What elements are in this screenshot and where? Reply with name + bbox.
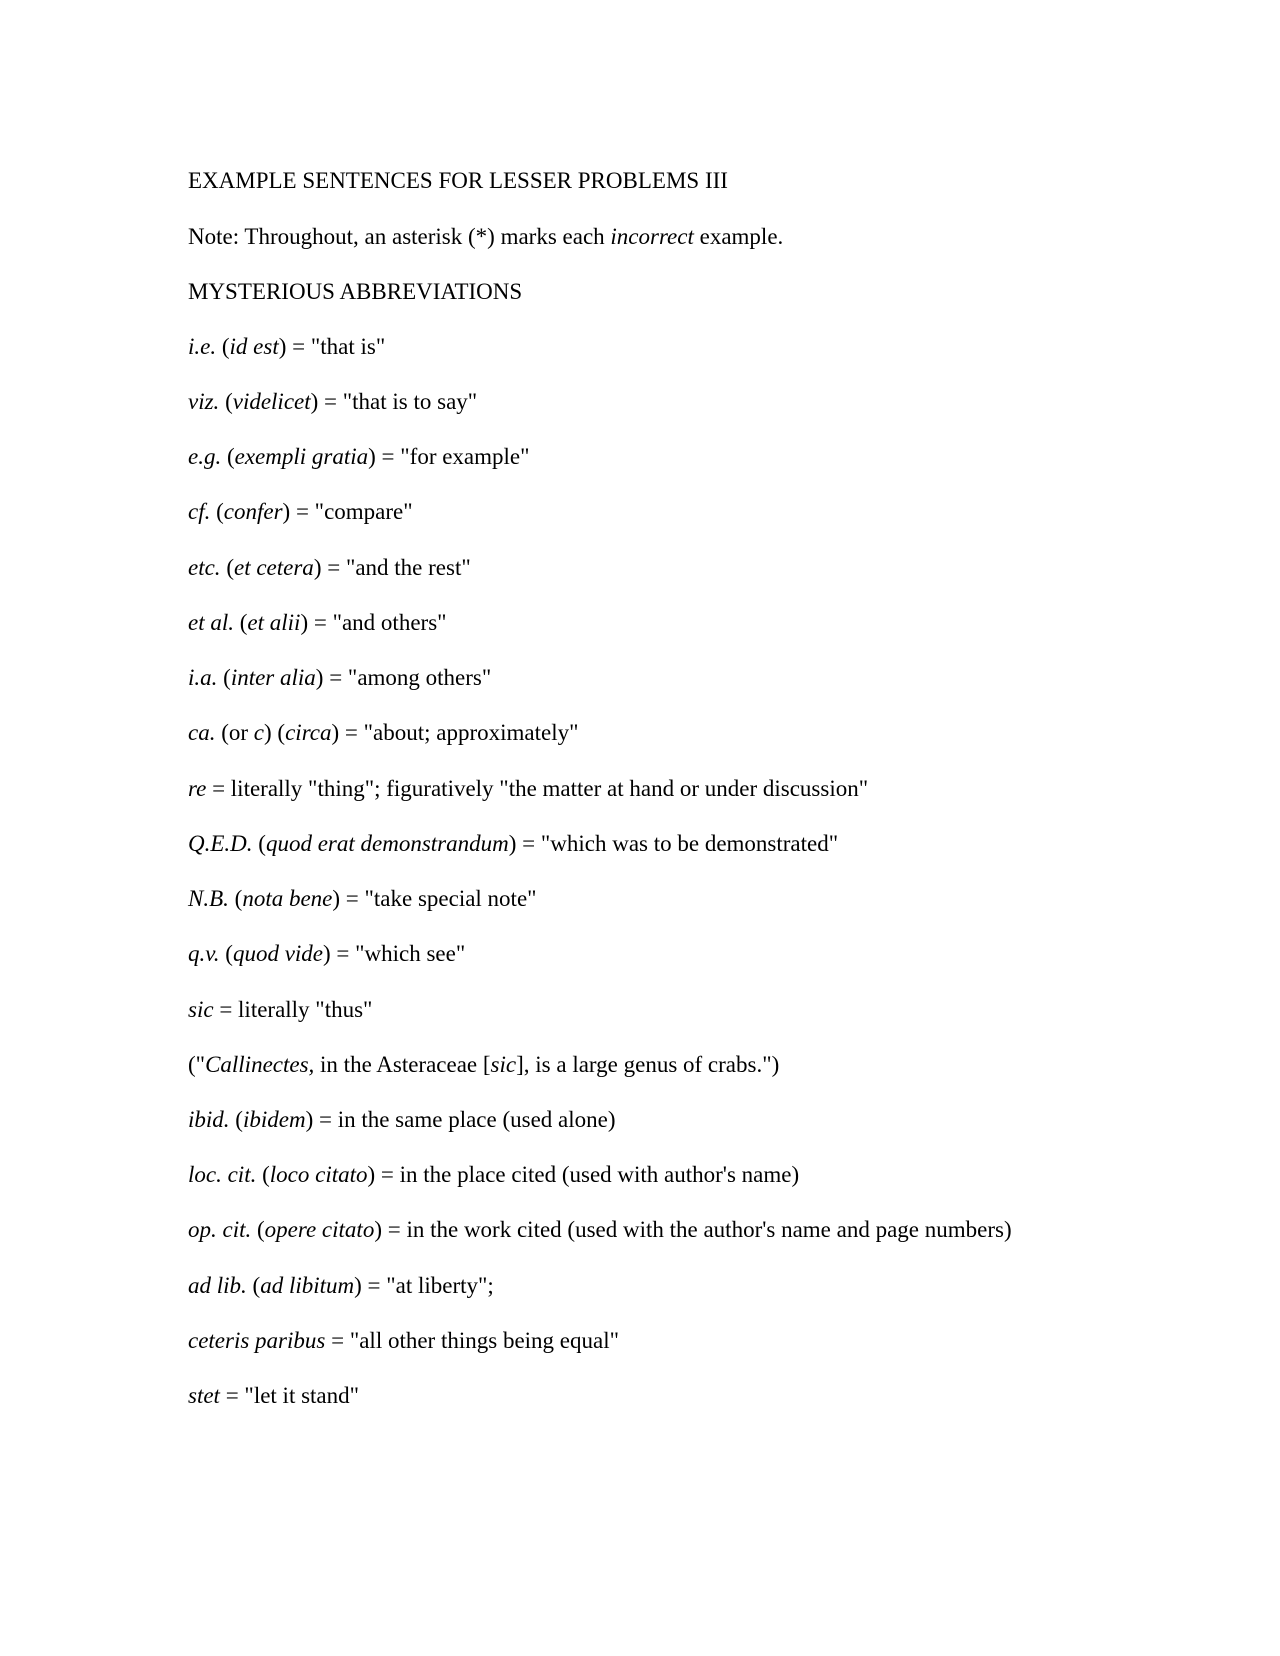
entry-ie [188,332,385,362]
entry-text: ( [219,389,233,414]
document-title: EXAMPLE SENTENCES FOR LESSER PROBLEMS III [188,168,728,193]
entry-latin: quod erat demonstrandum [265,831,509,856]
entry-gloss: ) = "that is to say" [310,389,478,414]
entry-abbr: ca. [188,720,216,745]
entry-stet [188,1381,359,1411]
entry-abbr: N.B. [188,886,229,911]
entry-abbr: sic [188,997,214,1022]
entry-abbr: Callinectes, [205,1052,315,1077]
entry-abbr: i.e. [188,334,217,359]
entry-text: ( [234,610,248,635]
entry-qed [188,829,838,859]
entry-gloss: ) = "take special note" [332,886,537,911]
entry-gloss: ) = "about; approximately" [331,720,579,745]
note-suffix: example. [693,224,784,249]
entry-text: ( [217,665,231,690]
entry-gloss: ], is a large genus of crabs.") [516,1052,780,1077]
entry-viz [188,387,477,417]
entry-latin: loco citato [269,1162,368,1187]
entry-ca [188,718,579,748]
entry-abbr: re [188,776,207,801]
entry-gloss: ) = in the work cited (used with the author's name and page numbers) [374,1217,1012,1242]
entry-text: ( [220,555,234,580]
entry-text: ( [246,1273,261,1298]
entry-latin: exempli gratia [234,444,369,469]
entry-gloss: ) = "and others" [300,610,447,635]
entry-abbr: ibid. [188,1107,230,1132]
entry-text: ( [229,1107,243,1132]
entry-latin: et cetera [233,555,314,580]
entry-text: ( [252,831,266,856]
entry-gloss: ) = "which see" [323,941,466,966]
entry-gloss: ) = "at liberty"; [354,1273,494,1298]
entry-cf [188,497,413,527]
entry-sic-example [188,1050,779,1080]
entry-abbr: i.a. [188,665,218,690]
entry-latin: et alii [247,610,301,635]
entry-abbr: et al. [188,610,234,635]
entry-gloss: ) = "among others" [315,665,492,690]
entry-gloss: ) = "compare" [282,499,413,524]
entry-text: ( [221,444,235,469]
entry-text: ( [251,1217,265,1242]
entry-gloss: ) = "for example" [368,444,530,469]
entry-gloss: ) = "and the rest" [313,555,471,580]
entry-latin: quod vide [232,941,323,966]
note-emphasis: incorrect [610,224,694,249]
entry-alt: c [253,720,265,745]
entry-abbr: op. cit. [188,1217,252,1242]
entry-latin: confer [223,499,283,524]
entry-abbr: ad lib. [188,1273,247,1298]
entry-abbr: ceteris paribus [188,1328,326,1353]
entry-abbr: loc. cit. [188,1162,257,1187]
entry-text: (or [215,720,254,745]
entry-ia [188,663,491,693]
entry-text: ) ( [264,720,286,745]
entry-text: ( [216,334,230,359]
entry-latin: ibidem [242,1107,306,1132]
entry-op-cit [188,1215,1012,1245]
entry-abbr: cf. [188,499,211,524]
entry-latin: nota bene [242,886,333,911]
entry-loc-cit [188,1160,799,1190]
entry-latin: videlicet [232,389,311,414]
entry-latin: opere citato [264,1217,375,1242]
entry-sic [188,995,372,1025]
entry-etc [188,553,471,583]
entry-abbr: Q.E.D. [188,831,253,856]
section-heading: MYSTERIOUS ABBREVIATIONS [188,279,523,304]
entry-abbr: etc. [188,555,221,580]
entry-text: ( [228,886,243,911]
entry-abbr: e.g. [188,444,222,469]
entry-gloss: = "all other things being equal" [325,1328,619,1353]
entry-latin: id est [229,334,279,359]
entry-gloss: ) = "which was to be demonstrated" [508,831,839,856]
entry-qv [188,939,465,969]
note-line [188,222,783,252]
entry-text: (" [188,1052,206,1077]
entry-re [188,774,868,804]
entry-text: ( [219,941,233,966]
entry-ad-lib [188,1271,494,1301]
entry-ibid [188,1105,616,1135]
entry-gloss: ) = in the place cited (used with author's name) [367,1162,800,1187]
entry-gloss: = literally "thus" [213,997,373,1022]
entry-gloss: ) = "that is" [278,334,386,359]
entry-text: ( [256,1162,270,1187]
entry-gloss: = "let it stand" [219,1383,360,1408]
entry-text: ( [210,499,224,524]
entry-gloss: = literally "thing"; figuratively "the matter at hand or under discussion" [206,776,869,801]
entry-latin: ad libitum [260,1273,355,1298]
entry-latin: sic [490,1052,517,1077]
entry-abbr: q.v. [188,941,220,966]
entry-ceteris-paribus [188,1326,619,1356]
entry-latin: inter alia [230,665,316,690]
entry-et-al [188,608,447,638]
entry-gloss: ) = in the same place (used alone) [305,1107,616,1132]
entry-latin: circa [285,720,332,745]
entry-eg [188,442,530,472]
note-prefix: Note: Throughout, an asterisk (*) marks each [188,224,611,249]
entry-text: in the Asteraceae [ [314,1052,491,1077]
entry-nb [188,884,537,914]
entry-abbr: stet [188,1383,220,1408]
entry-abbr: viz. [188,389,220,414]
